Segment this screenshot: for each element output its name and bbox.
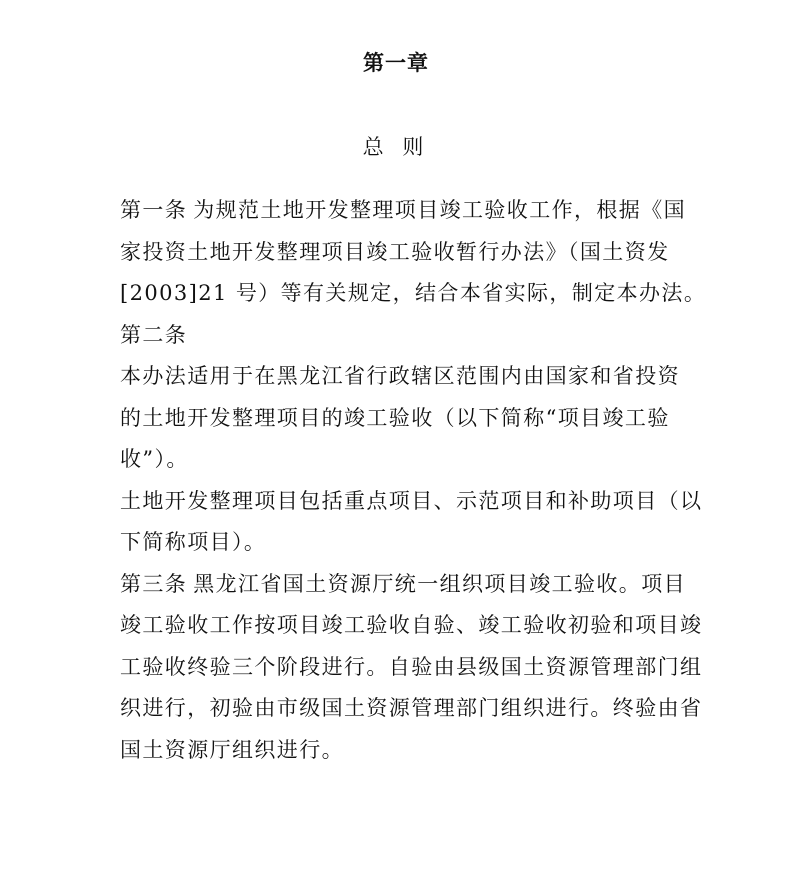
article-2-line-3: 收”）。 [120, 447, 189, 471]
article-2-line-4: 土地开发整理项目包括重点项目、示范项目和补助项目（以 [120, 488, 703, 513]
chapter-title: 第一章 [363, 50, 429, 75]
article-3-line-1 [120, 564, 687, 606]
article-2-line-5: 下简称项目）。 [120, 530, 267, 554]
article-2-line-2: 的土地开发整理项目的竣工验收（以下简称“项目竣工验 [120, 405, 670, 430]
article-2-line-1: 本办法适用于在黑龙江省行政辖区范围内由国家和省投资 [120, 364, 680, 388]
article-3-label: 第三条 [120, 571, 188, 596]
article-1-line-2: 家投资土地开发整理项目竣工验收暂行办法》（国土资发 [120, 239, 670, 264]
article-3-line-4: 织进行，初验由市级国土资源管理部门组织进行。终验由省 [120, 696, 703, 720]
article-3-line-5: 国土资源厅组织进行。 [120, 737, 344, 762]
document-body [120, 190, 707, 771]
article-3-line-2: 竣工验收工作按项目竣工验收自验、竣工验收初验和项目竣 [120, 613, 703, 637]
article-1-line-1 [120, 190, 687, 232]
section-title: 总 则 [362, 135, 430, 159]
article-3-text-1: 黑龙江省国土资源厅统一组织项目竣工验收。项目 [193, 571, 687, 596]
article-2-label: 第二条 [120, 322, 188, 347]
article-1-line-3: [2003]21 号）等有关规定，结合本省实际，制定本办法。 [120, 281, 707, 305]
article-1-text-1: 为规范土地开发整理项目竣工验收工作，根据《国 [193, 198, 687, 222]
article-1-label: 第一条 [120, 198, 188, 222]
article-3-line-3: 工验收终验三个阶段进行。自验由县级国土资源管理部门组 [120, 654, 703, 679]
